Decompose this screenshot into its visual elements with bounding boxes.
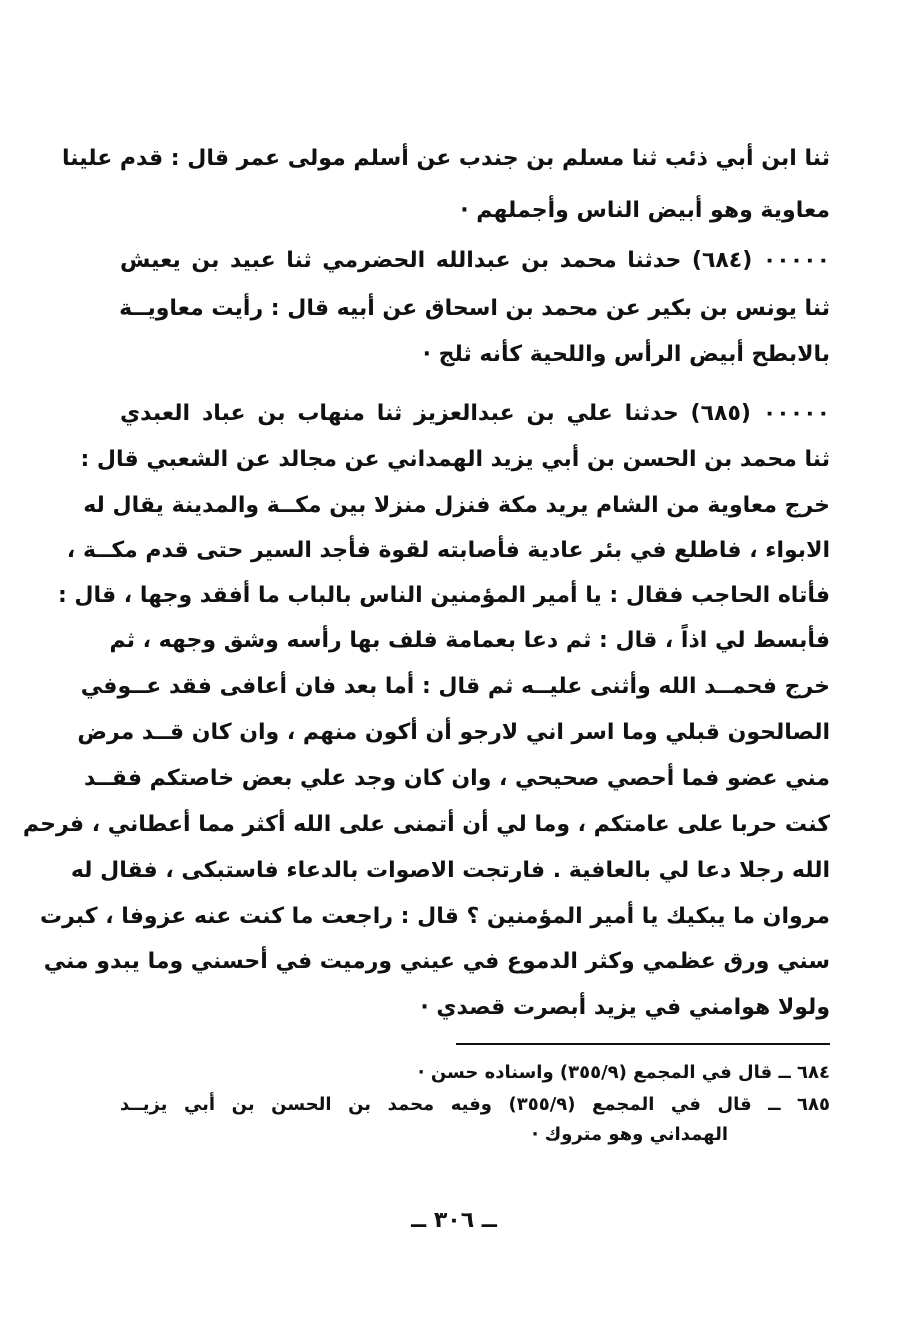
hadith-685-line: ٠٠٠٠٠ (٦٨٥) حدثنا علي بن عبدالعزيز ثنا منهاب بن عباد العبدي [120, 401, 830, 426]
body-line: ولولا هوامني في يزيد أبصرت قصدي · [420, 995, 830, 1020]
body-line: مروان ما يبكيك يا أمير المؤمنين ؟ قال : راجعت ما كنت عنه عزوفا ، كبرت [39, 904, 830, 929]
body-line: فأبسط لي اذاً ، قال : ثم دعا بعمامة فلف بها رأسه وشق وجهه ، ثم [109, 628, 830, 653]
body-line: خرج معاوية من الشام يريد مكة فنزل منزلا بين مكــة والمدينة يقال له [83, 493, 830, 518]
body-line: ثنا يونس بن بكير عن محمد بن اسحاق عن أبيه قال : رأيت معاويــة [119, 296, 830, 321]
body-line: ثنا محمد بن الحسن بن أبي يزيد الهمداني عن مجالد عن الشعبي قال : [80, 447, 830, 472]
body-line: الابواء ، فاطلع في بئر عادية فأصابته لقوة فأجد السير حتى قدم مكــة ، [66, 538, 830, 563]
footnote-684: ٦٨٤ ــ قال في المجمع (٣٥٥/٩) واسناده حسن · [417, 1062, 830, 1083]
body-line: الله رجلا دعا لي بالعافية . فارتجت الاصوات بالدعاء فاستبكى ، فقال له [70, 858, 830, 883]
footnote-divider [456, 1043, 830, 1045]
body-line: كنت حربا على عامتكم ، وما لي أن أتمنى على الله أكثر مما أعطاني ، فرحم [22, 812, 830, 837]
body-line: خرج فحمــد الله وأثنى عليــه ثم قال : أما بعد فان أعافى فقد عــوفي [80, 674, 830, 699]
page-number: ــ ٣٠٦ ــ [411, 1208, 497, 1233]
body-line: سني ورق عظمي وكثر الدموع في عيني ورميت في أحسني وما يبدو مني [43, 949, 830, 974]
body-line: ثنا ابن أبي ذئب ثنا مسلم بن جندب عن أسلم مولى عمر قال : قدم علينا [62, 146, 830, 171]
hadith-684-line: ٠٠٠٠٠ (٦٨٤) حدثنا محمد بن عبدالله الحضرمي ثنا عبيد بن يعيش [120, 248, 830, 273]
body-line: مني عضو فما أحصي صحيحي ، وان كان وجد علي بعض خاصتكم فقــد [84, 766, 830, 791]
body-line: الصالحون قبلي وما اسر اني لارجو أن أكون منهم ، وان كان قــد مرض [77, 720, 830, 745]
footnote-685: ٦٨٥ ــ قال في المجمع (٣٥٥/٩) وفيه محمد بن الحسن بن أبي يزيــد [120, 1094, 830, 1115]
body-line: بالابطح أبيض الرأس واللحية كأنه ثلج · [422, 342, 830, 367]
body-line: معاوية وهو أبيض الناس وأجملهم · [460, 198, 830, 223]
body-line: فأتاه الحاجب فقال : يا أمير المؤمنين الناس بالباب ما أفقد وجها ، قال : [57, 583, 830, 608]
footnote-685-continuation: الهمداني وهو متروك · [531, 1124, 728, 1145]
